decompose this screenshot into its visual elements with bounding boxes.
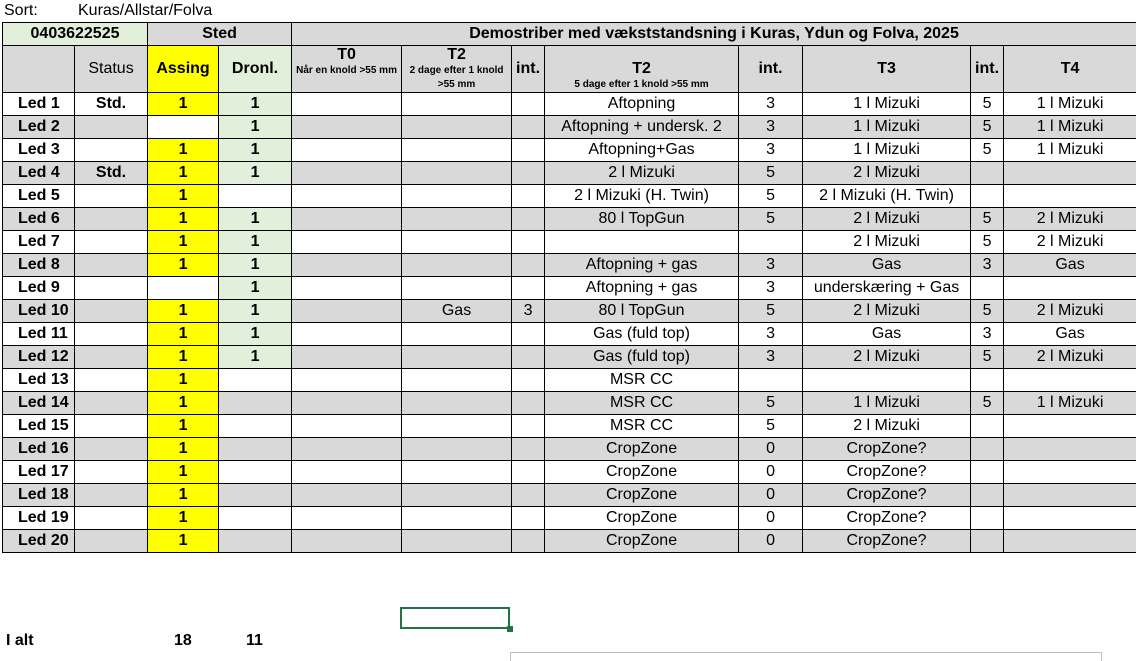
table-row [3,185,1136,208]
totals-label[interactable]: I alt [6,632,34,652]
cell-t0[interactable] [292,507,402,530]
cell-t3[interactable]: 1 l Mizuki [803,116,971,139]
table-row [3,277,1136,300]
totals-assing[interactable]: 18 [174,632,192,652]
cell-t4[interactable]: Gas [1004,254,1136,277]
cell-t2a[interactable] [402,277,512,300]
cell-t2a[interactable] [402,208,512,231]
cell-t0[interactable] [292,346,402,369]
cell-t4[interactable] [1004,484,1136,507]
cell-t3[interactable]: CropZone? [803,484,971,507]
cell-int1[interactable] [512,162,545,185]
cell-led[interactable]: Led 11 [3,323,75,346]
cell-t0[interactable] [292,461,402,484]
cell-int2[interactable]: 0 [739,484,803,507]
cell-t3[interactable]: underskæring + Gas [803,277,971,300]
cell-t2b[interactable]: CropZone [545,530,739,553]
cell-int2[interactable]: 3 [739,346,803,369]
cell-int2[interactable]: 3 [739,116,803,139]
cell-t2a[interactable] [402,231,512,254]
cell-t4[interactable]: Gas [1004,323,1136,346]
cell-t2a[interactable] [402,116,512,139]
table-row [3,300,1136,323]
cell-t2a[interactable] [402,323,512,346]
cell-t3[interactable]: Gas [803,254,971,277]
table-row [3,162,1136,185]
cell-t3[interactable]: 2 l Mizuki [803,300,971,323]
cell-int3[interactable]: 5 [971,300,1004,323]
cell-int3[interactable]: 5 [971,116,1004,139]
cell-int1[interactable] [512,392,545,415]
assing-header[interactable]: Assing [148,46,219,93]
table-row [3,231,1136,254]
cell-t2b[interactable]: Aftopning + gas [545,254,739,277]
table-row [3,392,1136,415]
cell-status[interactable] [75,277,148,300]
cell-t3[interactable]: 2 l Mizuki [803,208,971,231]
cell-led[interactable]: Led 13 [3,369,75,392]
cell-int1[interactable] [512,461,545,484]
cell-t0[interactable] [292,530,402,553]
cell-t2b[interactable]: CropZone [545,461,739,484]
cell-assing[interactable] [148,277,219,300]
cell-int2[interactable] [739,369,803,392]
t4-header[interactable]: T4 [1004,46,1136,93]
cell-t4[interactable]: 2 l Mizuki [1004,231,1136,254]
cell-int3[interactable]: 5 [971,139,1004,162]
cell-int2[interactable]: 3 [739,93,803,116]
cell-status[interactable] [75,484,148,507]
cell-t3[interactable]: 2 l Mizuki [803,415,971,438]
cell-t2a[interactable] [402,507,512,530]
cell-status[interactable] [75,507,148,530]
cell-int3[interactable]: 3 [971,254,1004,277]
t0-sub: Når en knold >55 mm [294,64,399,78]
cell-t2a[interactable] [402,438,512,461]
cell-t3[interactable]: 2 l Mizuki [803,346,971,369]
cell-t3[interactable]: CropZone? [803,438,971,461]
cell-status[interactable] [75,530,148,553]
blank-header[interactable] [3,46,75,93]
cell-t3[interactable]: 2 l Mizuki (H. Twin) [803,185,971,208]
int1-header[interactable]: int. [512,46,545,93]
spreadsheet-table [2,22,1136,553]
table-row [3,93,1136,116]
table-row [3,346,1136,369]
cell-t3[interactable]: 2 l Mizuki [803,162,971,185]
table-row [3,484,1136,507]
cell-led[interactable]: Led 12 [3,346,75,369]
cell-t2a[interactable] [402,392,512,415]
cell-t2b[interactable]: 2 l Mizuki [545,162,739,185]
cell-int1[interactable] [512,231,545,254]
cell-t2b[interactable]: 80 l TopGun [545,208,739,231]
cell-int1[interactable] [512,254,545,277]
table-row [3,461,1136,484]
cell-t4[interactable] [1004,185,1136,208]
cell-int3[interactable]: 5 [971,208,1004,231]
cell-int1[interactable] [512,323,545,346]
cell-status[interactable] [75,231,148,254]
cell-t2b[interactable]: MSR CC [545,369,739,392]
cell-t0[interactable] [292,116,402,139]
cell-t0[interactable] [292,438,402,461]
cell-led[interactable]: Led 16 [3,438,75,461]
cell-int2[interactable]: 0 [739,461,803,484]
cell-int1[interactable] [512,369,545,392]
cell-led[interactable]: Led 14 [3,392,75,415]
cell-assing[interactable]: 1 [148,507,219,530]
cell-status[interactable] [75,438,148,461]
cell-t2a[interactable] [402,484,512,507]
table-row [3,254,1136,277]
cell-t2a[interactable] [402,185,512,208]
cell-int3[interactable] [971,162,1004,185]
cell-led[interactable]: Led 2 [3,116,75,139]
cell-int1[interactable] [512,438,545,461]
cell-int3[interactable]: 5 [971,231,1004,254]
cell-int1[interactable] [512,484,545,507]
t0-title: T0 [294,46,399,64]
cell-t4[interactable] [1004,162,1136,185]
cell-t0[interactable] [292,208,402,231]
cell-dronl[interactable] [219,461,292,484]
rows-body [3,93,1136,553]
cell-t0[interactable] [292,415,402,438]
cell-t2a[interactable] [402,530,512,553]
cell-t0[interactable] [292,162,402,185]
cell-t3[interactable]: Gas [803,323,971,346]
cell-dronl[interactable]: 1 [219,208,292,231]
sted-header[interactable]: Sted [148,23,292,46]
table-row [3,438,1136,461]
cell-t4[interactable]: 2 l Mizuki [1004,208,1136,231]
cell-int1[interactable] [512,139,545,162]
cell-led[interactable]: Led 4 [3,162,75,185]
cell-t2b[interactable]: 2 l Mizuki (H. Twin) [545,185,739,208]
t0-header[interactable] [292,46,402,93]
dronl-header[interactable]: Dronl. [219,46,292,93]
table-row [3,323,1136,346]
cell-int2[interactable]: 3 [739,139,803,162]
cell-led[interactable]: Led 5 [3,185,75,208]
header-row-2 [3,46,1136,93]
cell-int2[interactable]: 5 [739,392,803,415]
cell-t0[interactable] [292,369,402,392]
t2b-title: T2 [547,60,736,78]
cell-status[interactable] [75,185,148,208]
cell-t2a[interactable] [402,461,512,484]
cell-led[interactable]: Led 7 [3,231,75,254]
table-row [3,415,1136,438]
cell-int2[interactable]: 0 [739,438,803,461]
cell-t2a[interactable] [402,139,512,162]
cell-t4[interactable] [1004,530,1136,553]
cell-int1[interactable] [512,208,545,231]
cell-dronl[interactable]: 1 [219,346,292,369]
cell-int2[interactable]: 0 [739,530,803,553]
cell-t4[interactable]: 2 l Mizuki [1004,300,1136,323]
cell-int2[interactable]: 3 [739,254,803,277]
cell-t0[interactable] [292,139,402,162]
cell-t3[interactable]: CropZone? [803,461,971,484]
cell-int3[interactable] [971,507,1004,530]
cell-dronl[interactable]: 1 [219,231,292,254]
cell-t4[interactable] [1004,461,1136,484]
cell-assing[interactable]: 1 [148,346,219,369]
sort-value[interactable]: Kuras/Allstar/Folva [78,2,212,20]
cell-int1[interactable]: 3 [512,300,545,323]
cell-led[interactable]: Led 15 [3,415,75,438]
cell-t2b[interactable]: Aftopning+Gas [545,139,739,162]
cell-t2b[interactable]: 80 l TopGun [545,300,739,323]
table-row [3,507,1136,530]
cell-dronl[interactable]: 1 [219,139,292,162]
cell-status[interactable] [75,415,148,438]
cell-t3[interactable]: CropZone? [803,530,971,553]
cell-int1[interactable] [512,530,545,553]
cell-int3[interactable]: 5 [971,346,1004,369]
cell-t0[interactable] [292,300,402,323]
cell-int3[interactable]: 5 [971,93,1004,116]
sort-line [0,0,1136,22]
cell-dronl[interactable]: 1 [219,162,292,185]
cell-status[interactable] [75,139,148,162]
cell-led[interactable]: Led 9 [3,277,75,300]
t2a-sub: 2 dage efter 1 knold >55 mm [404,64,509,92]
cell-t4[interactable] [1004,277,1136,300]
cell-assing[interactable]: 1 [148,323,219,346]
int3-header[interactable]: int. [971,46,1004,93]
cell-t2a[interactable] [402,346,512,369]
cell-assing[interactable]: 1 [148,93,219,116]
cell-int1[interactable] [512,507,545,530]
cell-int1[interactable] [512,346,545,369]
cell-t4[interactable] [1004,507,1136,530]
cell-t0[interactable] [292,392,402,415]
cell-int1[interactable] [512,277,545,300]
cell-t2a[interactable]: Gas [402,300,512,323]
t2a-title: T2 [404,46,509,64]
title-header[interactable]: Demostriber med vækststandsning i Kuras, Ydun og Folva, 2025 [292,23,1136,46]
cell-t2b[interactable]: Aftopning + undersk. 2 [545,116,739,139]
cell-int3[interactable] [971,530,1004,553]
cell-int3[interactable] [971,438,1004,461]
cell-assing[interactable]: 1 [148,139,219,162]
cell-dronl[interactable] [219,507,292,530]
cell-t4[interactable] [1004,369,1136,392]
cell-dronl[interactable] [219,369,292,392]
cell-int1[interactable] [512,93,545,116]
cell-int2[interactable]: 3 [739,277,803,300]
cell-t4[interactable]: 2 l Mizuki [1004,346,1136,369]
cell-int3[interactable] [971,185,1004,208]
table-row [3,369,1136,392]
cell-int3[interactable] [971,484,1004,507]
selected-cell[interactable] [400,607,510,629]
cell-status[interactable] [75,392,148,415]
cell-dronl[interactable] [219,530,292,553]
cell-t2b[interactable] [545,231,739,254]
cell-t2b[interactable]: Aftopning [545,93,739,116]
cell-t0[interactable] [292,231,402,254]
cell-t2b[interactable]: CropZone [545,438,739,461]
t2b-sub: 5 dage efter 1 knold >55 mm [547,78,736,92]
cell-assing[interactable] [148,116,219,139]
cell-t0[interactable] [292,323,402,346]
cell-dronl[interactable]: 1 [219,323,292,346]
cell-t2b[interactable]: Aftopning + gas [545,277,739,300]
cell-int3[interactable]: 3 [971,323,1004,346]
cell-t2b[interactable]: Gas (fuld top) [545,346,739,369]
cell-dronl[interactable]: 1 [219,254,292,277]
cell-t0[interactable] [292,277,402,300]
cell-t4[interactable]: 1 l Mizuki [1004,93,1136,116]
cell-t4[interactable]: 1 l Mizuki [1004,392,1136,415]
cell-led[interactable]: Led 18 [3,484,75,507]
cell-assing[interactable]: 1 [148,392,219,415]
cell-t3[interactable]: 1 l Mizuki [803,93,971,116]
cell-int2[interactable]: 0 [739,507,803,530]
cell-t0[interactable] [292,93,402,116]
cell-status[interactable] [75,323,148,346]
cell-int3[interactable] [971,461,1004,484]
cell-led[interactable]: Led 17 [3,461,75,484]
cell-int2[interactable]: 5 [739,208,803,231]
cell-dronl[interactable] [219,484,292,507]
cell-t3[interactable] [803,369,971,392]
cell-t3[interactable]: CropZone? [803,507,971,530]
cell-assing[interactable]: 1 [148,438,219,461]
cell-t4[interactable] [1004,415,1136,438]
cell-status[interactable] [75,369,148,392]
cell-led[interactable]: Led 20 [3,530,75,553]
status-header[interactable]: Status [75,46,148,93]
cell-led[interactable]: Led 19 [3,507,75,530]
cell-int1[interactable] [512,116,545,139]
cell-t2b[interactable]: MSR CC [545,415,739,438]
cell-assing[interactable]: 1 [148,369,219,392]
cell-led[interactable]: Led 1 [3,93,75,116]
cell-int3[interactable] [971,415,1004,438]
header-row-1 [3,23,1136,46]
cell-status[interactable]: Std. [75,93,148,116]
cell-status[interactable] [75,254,148,277]
cell-dronl[interactable] [219,185,292,208]
table-row [3,208,1136,231]
cell-dronl[interactable]: 1 [219,277,292,300]
table-row [3,116,1136,139]
cell-t4[interactable] [1004,438,1136,461]
cell-assing[interactable]: 1 [148,254,219,277]
cell-led[interactable]: Led 8 [3,254,75,277]
cell-t2b[interactable]: CropZone [545,507,739,530]
cell-assing[interactable]: 1 [148,185,219,208]
t3-header[interactable]: T3 [803,46,971,93]
cell-status[interactable] [75,116,148,139]
cell-int3[interactable] [971,277,1004,300]
cell-assing[interactable]: 1 [148,231,219,254]
cell-t2a[interactable] [402,369,512,392]
cell-status[interactable] [75,208,148,231]
int2-header[interactable]: int. [739,46,803,93]
cell-dronl[interactable]: 1 [219,93,292,116]
cell-dronl[interactable]: 1 [219,300,292,323]
cell-int3[interactable] [971,369,1004,392]
cell-int1[interactable] [512,185,545,208]
cell-int2[interactable]: 5 [739,185,803,208]
cell-status[interactable] [75,300,148,323]
cell-t3[interactable]: 2 l Mizuki [803,231,971,254]
t2b-header[interactable] [545,46,739,93]
cell-int3[interactable]: 5 [971,392,1004,415]
id-cell[interactable]: 0403622525 [3,23,148,46]
sort-label: Sort: [4,2,38,20]
fill-handle[interactable] [507,626,513,632]
cell-assing[interactable]: 1 [148,300,219,323]
cell-led[interactable]: Led 6 [3,208,75,231]
cell-int1[interactable] [512,415,545,438]
cell-int2[interactable]: 3 [739,323,803,346]
cell-led[interactable]: Led 10 [3,300,75,323]
t2a-header[interactable] [402,46,512,93]
cell-assing[interactable]: 1 [148,208,219,231]
cell-int2[interactable] [739,231,803,254]
cell-t2b[interactable]: MSR CC [545,392,739,415]
cell-t4[interactable]: 1 l Mizuki [1004,139,1136,162]
cell-t2a[interactable] [402,415,512,438]
cell-assing[interactable]: 1 [148,162,219,185]
cell-status[interactable] [75,461,148,484]
cell-int2[interactable]: 5 [739,300,803,323]
cell-int2[interactable]: 5 [739,415,803,438]
cell-t2a[interactable] [402,162,512,185]
cell-t2b[interactable]: CropZone [545,484,739,507]
cell-t2a[interactable] [402,93,512,116]
cell-status[interactable] [75,346,148,369]
cell-dronl[interactable] [219,392,292,415]
cell-led[interactable]: Led 3 [3,139,75,162]
cell-t4[interactable]: 1 l Mizuki [1004,116,1136,139]
cell-t0[interactable] [292,254,402,277]
table-row [3,530,1136,553]
table-row [3,139,1136,162]
cell-status[interactable]: Std. [75,162,148,185]
cell-assing[interactable]: 1 [148,484,219,507]
cell-assing[interactable]: 1 [148,530,219,553]
cell-assing[interactable]: 1 [148,461,219,484]
totals-dronl[interactable]: 11 [246,632,263,652]
cell-dronl[interactable] [219,438,292,461]
cell-dronl[interactable]: 1 [219,116,292,139]
cell-t3[interactable]: 1 l Mizuki [803,392,971,415]
cell-t2a[interactable] [402,254,512,277]
cell-dronl[interactable] [219,415,292,438]
cell-assing[interactable]: 1 [148,415,219,438]
cell-t2b[interactable]: Gas (fuld top) [545,323,739,346]
cell-t3[interactable]: 1 l Mizuki [803,139,971,162]
cell-t0[interactable] [292,185,402,208]
cell-t0[interactable] [292,484,402,507]
cell-int2[interactable]: 5 [739,162,803,185]
